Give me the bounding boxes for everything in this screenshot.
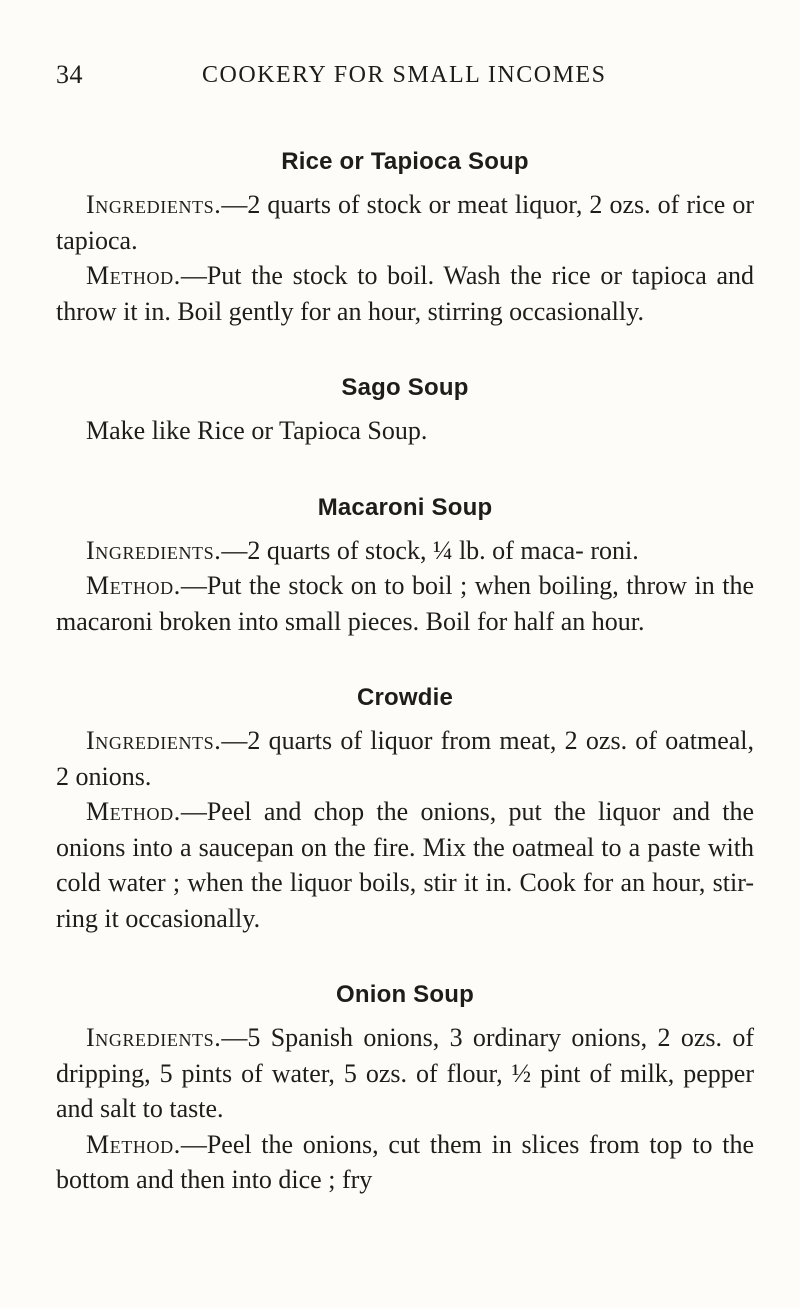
recipe-method: [56, 258, 754, 329]
running-title: COOKERY FOR SMALL INCOMES: [202, 62, 607, 88]
ingredients-text: —5 Spanish onions, 3 ordinary onions, 2 ozs. of dripping, 5 pints of water, 5 ozs. of flour, ½ pint of milk, pepper and salt to taste.: [56, 1023, 754, 1123]
recipe-title: Sago Soup: [341, 374, 469, 401]
recipe-ingredients: [56, 723, 754, 794]
recipe-title: Crowdie: [356, 684, 454, 711]
method-label: Method.: [86, 797, 181, 826]
ingredients-text: —2 quarts of stock, ¼ lb. of maca- roni.: [221, 535, 639, 565]
method-label: Method.: [86, 261, 181, 290]
recipe-ingredients: [56, 533, 754, 569]
ingredients-label: Ingredients.: [86, 726, 222, 755]
recipe-ingredients: [56, 1020, 754, 1127]
recipe-crowdie: [56, 681, 754, 936]
method-text: —Peel and chop the onions, put the liquor and the onions into a saucepan on the fire. Mix the oatmeal to a paste with cold water ; when the liquor boils, stir it in. Cook for an hour, stir- ring it occasionally.: [56, 797, 754, 933]
ingredients-label: Ingredients.: [86, 1023, 222, 1052]
recipe-ingredients: [56, 187, 754, 258]
method-text: —Put the stock on to boil ; when boiling, throw in the macaroni broken into small pieces. Boil for half an hour.: [56, 571, 754, 636]
ingredients-label: Ingredients.: [86, 190, 222, 219]
recipe-instruction: [56, 413, 754, 449]
running-header: [56, 54, 754, 98]
method-text: —Put the stock to boil. Wash the rice or tapioca and throw it in. Boil gently for an hour, stirring occasionally.: [56, 261, 754, 326]
recipe-title: Macaroni Soup: [317, 493, 493, 521]
recipe-method: [56, 794, 754, 936]
recipe-rice-or-tapioca-soup: [56, 145, 754, 329]
recipe-method: [56, 1127, 754, 1198]
instruction-text: Make like Rice or Tapioca Soup.: [86, 416, 428, 445]
ingredients-label: Ingredients.: [86, 535, 222, 565]
recipe-macaroni-soup: [56, 491, 754, 640]
ingredients-text: —2 quarts of liquor from meat, 2 ozs. of oatmeal, 2 onions.: [56, 726, 754, 791]
method-label: Method.: [86, 571, 181, 600]
page-number: 34: [56, 60, 83, 89]
recipe-method: [56, 568, 754, 639]
recipe-title: Onion Soup: [336, 981, 474, 1008]
recipe-title: Rice or Tapioca Soup: [281, 148, 529, 175]
recipe-onion-soup: [56, 978, 754, 1198]
recipe-sago-soup: [56, 371, 754, 449]
method-label: Method.: [86, 1129, 181, 1159]
method-text: —Peel the onions, cut them in slices from top to the bottom and then into dice ; fry: [56, 1129, 754, 1194]
ingredients-text: —2 quarts of stock or meat liquor, 2 ozs. of rice or tapioca.: [56, 190, 754, 255]
